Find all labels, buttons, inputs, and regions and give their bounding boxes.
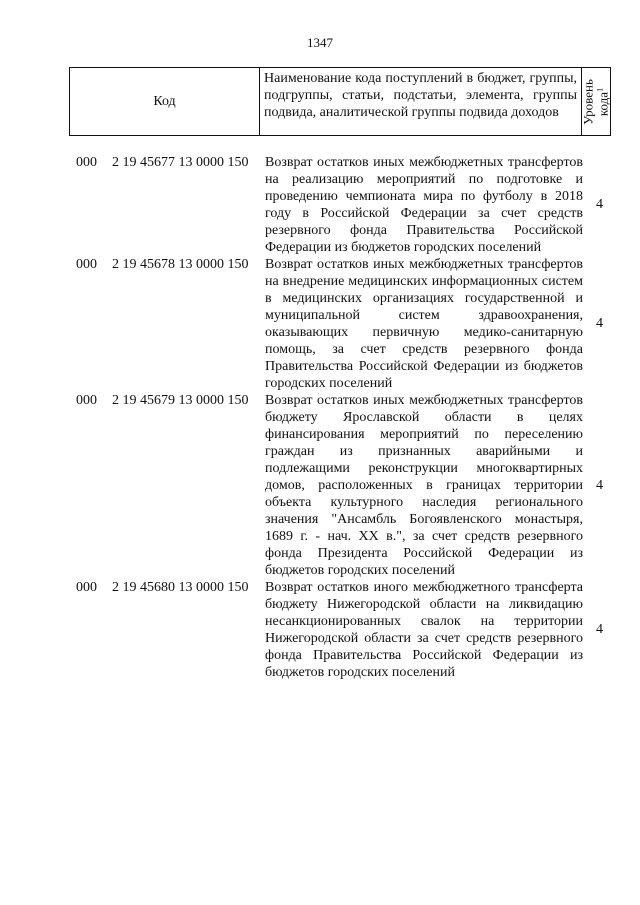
header-level-line1: Уровень: [580, 78, 596, 125]
row-code: 2 19 45679 13 0000 150: [112, 393, 249, 408]
row-admin-code: 000: [76, 393, 97, 408]
table-row: [0, 392, 640, 579]
row-code: 2 19 45678 13 0000 150: [112, 257, 249, 272]
row-name: Возврат остатков иного межбюджетного трансферта бюджету Нижегородской области на ликвидацию несанкционированных свалок на территории Нижегородской области за счет средств резервного фонда Правительства Российской Федерации из бюджетов городских поселений: [265, 580, 583, 680]
header-level-line2: кода: [595, 91, 611, 116]
row-level: 4: [596, 477, 603, 493]
header-level-cell: [582, 68, 610, 135]
table-row: [0, 256, 640, 392]
row-admin-code: 000: [76, 580, 97, 595]
row-code: 2 19 45677 13 0000 150: [112, 155, 249, 170]
row-level: 4: [596, 197, 603, 212]
table-row: [0, 579, 640, 681]
header-code-label: Код: [153, 93, 176, 109]
row-name: Возврат остатков иных межбюджетных трансфертов на внедрение медицинских информационных систем в медицинских организациях государственной и муниципальной систем здравоохранения, оказывающих первичную медико-санитарную помощь, за счет средств резервного фонда Правительства Российской Федерации из бюджетов городских поселений: [265, 257, 583, 391]
row-name: Возврат остатков иных межбюджетных трансфертов бюджету Ярославской области в целях финансирования мероприятий по переселению граждан из признанных аварийными и подлежащими реконструкции многоквартирных домов, расположенных в границах территории объекта культурного наследия регионального значения "Ансамбль Богоявленского монастыря, 1689 г. - нач. XX в.", за счет средств резервного фонда Президента Российской Федерации из бюджетов городских поселений: [265, 393, 583, 578]
table-header: [69, 67, 611, 136]
table-body: [0, 154, 640, 681]
row-name: Возврат остатков иных межбюджетных трансфертов на реализацию мероприятий по подготовке и проведению чемпионата мира по футболу в 2018 году в Российской Федерации за счет средств резервного фонда Правительства Российской Федерации из бюджетов городских поселений: [265, 155, 583, 255]
header-name-cell: [260, 68, 582, 135]
page-number: 1347: [307, 35, 333, 50]
header-level-label: [582, 79, 609, 125]
row-admin-code: 000: [76, 257, 97, 272]
header-level-footnote: 1: [595, 87, 605, 92]
row-admin-code: 000: [76, 155, 97, 170]
table-row: [0, 154, 640, 256]
row-level: 4: [596, 622, 603, 637]
header-code-cell: [70, 68, 260, 135]
row-level: 4: [596, 316, 603, 331]
row-code: 2 19 45680 13 0000 150: [112, 580, 249, 595]
header-name-label: Наименование кода поступлений в бюджет, группы, подгруппы, статьи, подстатьи, элемента, группы подвида, аналитической группы подвида доходов: [264, 71, 577, 120]
